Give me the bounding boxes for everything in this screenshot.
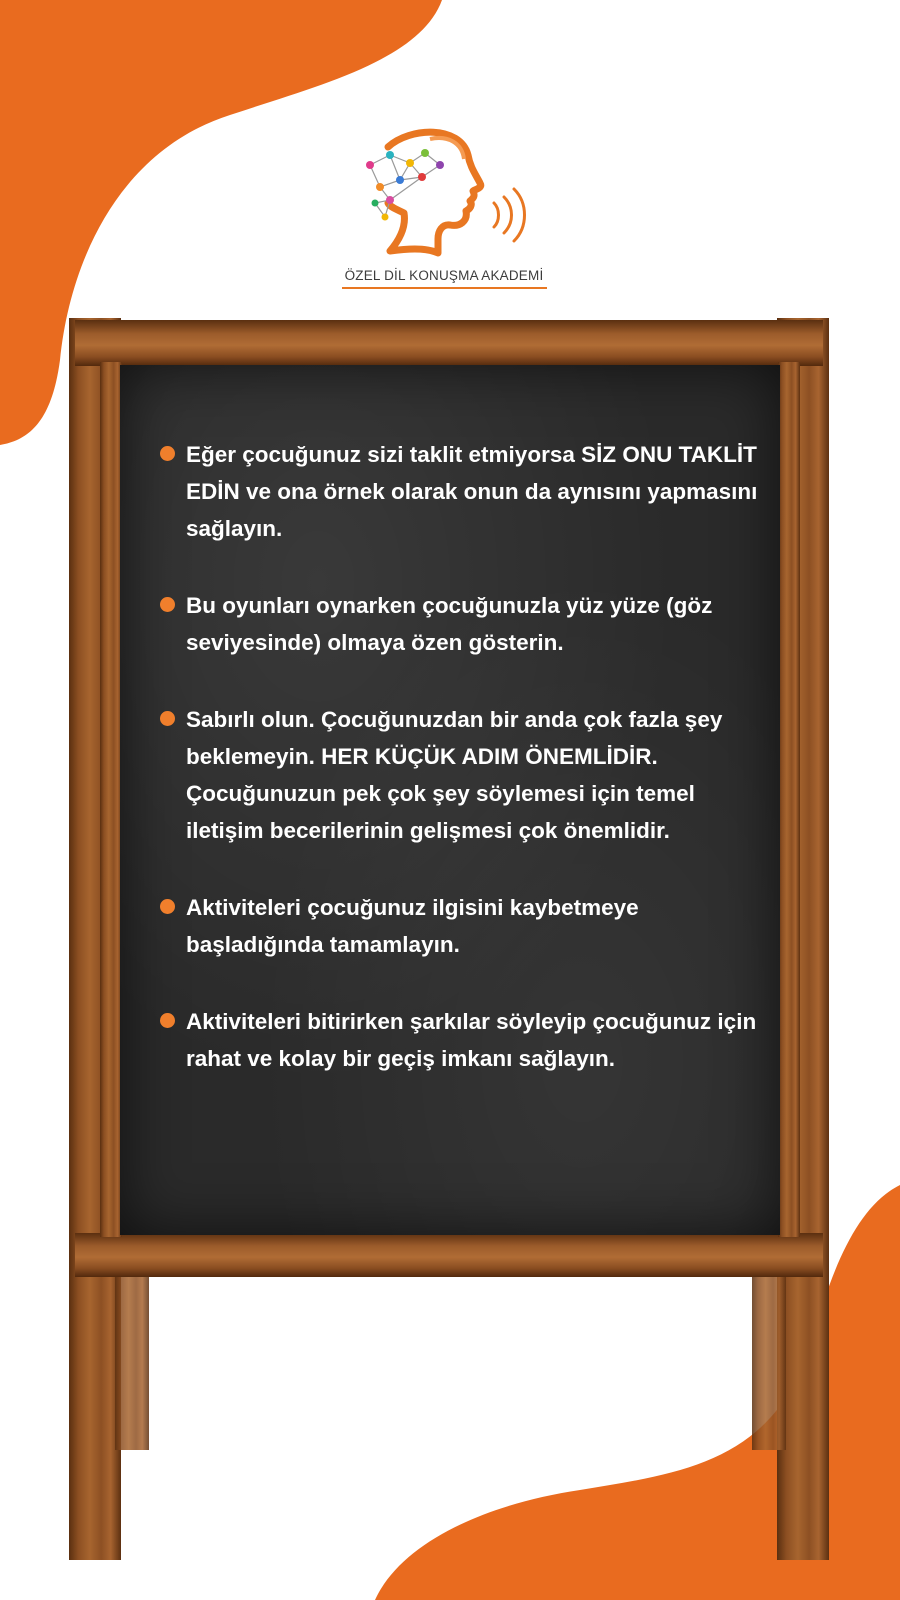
board-left-rail: [100, 362, 122, 1237]
brand-logo: [330, 125, 570, 295]
easel-back-left-leg: [115, 1270, 149, 1450]
bullet-dot: [160, 711, 175, 726]
tip-text: Eğer çocuğunuz sizi taklit etmiyorsa SİZ ONU TAKLİT EDİN ve ona örnek olarak onun da aynısını yapmasını sağlayın.: [186, 442, 758, 541]
list-item: [158, 587, 758, 661]
list-item: [158, 701, 758, 849]
list-item: [158, 1003, 758, 1077]
brand-underline: [342, 287, 547, 289]
bullet-dot: [160, 899, 175, 914]
bullet-dot: [160, 597, 175, 612]
head-network-speech-icon: [330, 125, 570, 265]
bullet-dot: [160, 1013, 175, 1028]
tip-text: Sabırlı olun. Çocuğunuzdan bir anda çok fazla şey beklemeyin. HER KÜÇÜK ADIM ÖNEMLİDİR. Çocuğunuzun pek çok şey söylemesi için temel iletişim becerilerinin gelişmesi çok önemlidir.: [186, 707, 723, 843]
brand-name: ÖZEL DİL KONUŞMA AKADEMİ: [344, 268, 544, 283]
easel-back-right-leg: [752, 1270, 786, 1450]
list-item: [158, 889, 758, 963]
easel-bottom-bar: [75, 1233, 823, 1277]
board-right-rail: [778, 362, 800, 1237]
bullet-dot: [160, 446, 175, 461]
tip-text: Bu oyunları oynarken çocuğunuzla yüz yüze (göz seviyesinde) olmaya özen gösterin.: [186, 593, 713, 655]
list-item: [158, 436, 758, 547]
tips-list: [158, 436, 758, 1117]
tip-text: Aktiviteleri çocuğunuz ilgisini kaybetmeye başladığında tamamlayın.: [186, 895, 639, 957]
easel-top-bar: [75, 320, 823, 366]
tip-text: Aktiviteleri bitirirken şarkılar söyleyip çocuğunuz için rahat ve kolay bir geçiş imkanı sağlayın.: [186, 1009, 757, 1071]
